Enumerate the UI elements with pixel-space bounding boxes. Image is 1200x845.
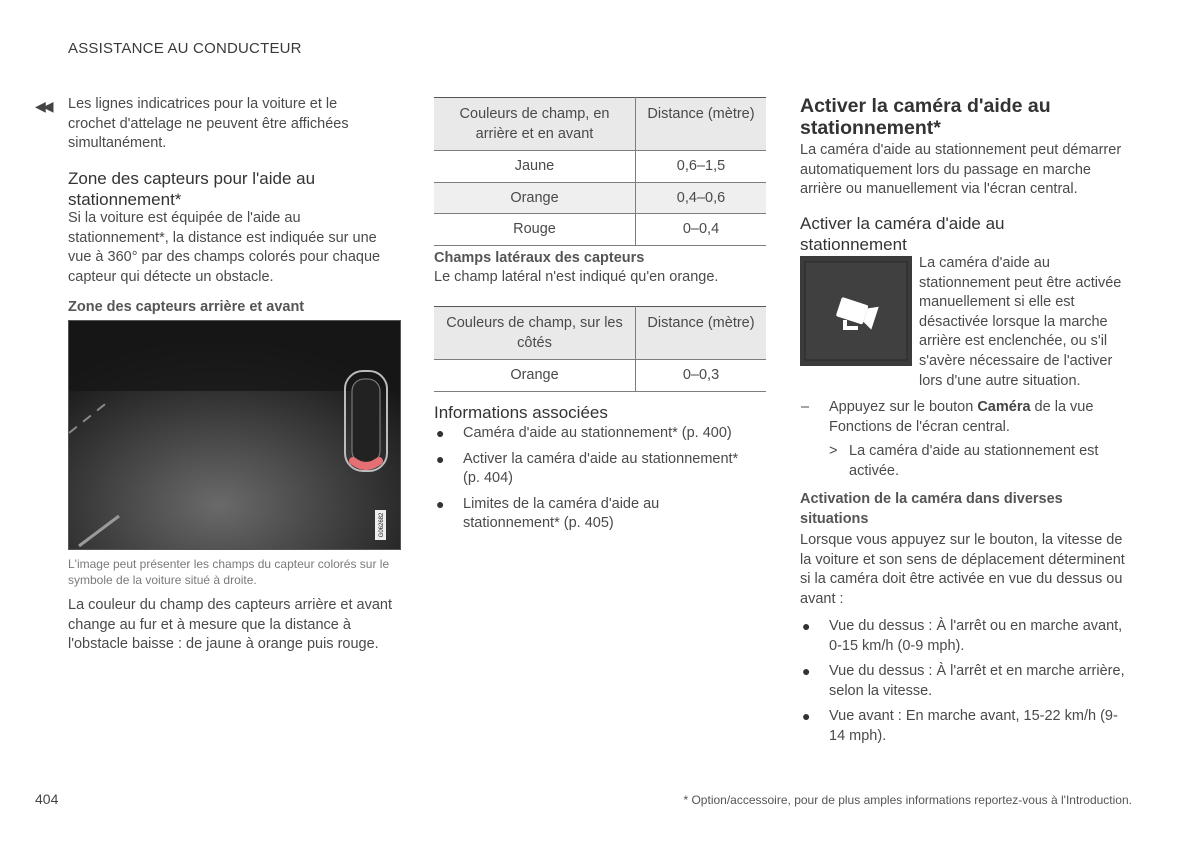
footnote: * Option/accessoire, pour de plus amples informations reportez-vous à l'Introduction. [683, 793, 1132, 807]
situations-text: Lorsque vous appuyez sur le bouton, la vitesse de la voiture et son sens de déplacement déterminent si la caméra doit être activée en vue du dessus ou avant : [800, 532, 1125, 607]
result-text: La caméra d'aide au stationnement est activée. [849, 443, 1099, 479]
table-cell-distance: 0–0,3 [636, 360, 767, 392]
related-link[interactable]: ● Caméra d'aide au stationnement* (p. 400) [434, 424, 750, 444]
table-cell-color: Orange [434, 360, 636, 392]
sub-text: La caméra d'aide au stationnement peut être activée manuellement si elle est désactivée lorsque la marche arrière est enclenchée, ou s'il s'avère nécessaire de l'activer lors d'une autre situation. [919, 255, 1122, 389]
page-header: ASSISTANCE AU CONDUCTEUR [68, 40, 302, 57]
table-header-row [434, 98, 766, 151]
side-distance-table [434, 306, 766, 392]
double-left-arrow-icon: ◀◀ [35, 98, 51, 114]
bullet-icon: ● [436, 425, 445, 441]
table-cell-distance: 0,4–0,6 [636, 182, 767, 214]
table-cell-color: Orange [434, 182, 636, 214]
bullet-icon: ● [802, 708, 811, 725]
zone-heading: Zone des capteurs pour l'aide au stationnement* [68, 169, 316, 209]
parking-scene-illustration [69, 321, 401, 550]
table-header-color: Couleurs de champ, en arrière et en avant [434, 98, 636, 151]
step-dash: – [801, 399, 810, 415]
bullet-icon: ● [802, 618, 811, 634]
result-mark: > [829, 443, 838, 459]
table-row [434, 182, 766, 214]
related-link[interactable]: ● Activer la caméra d'aide au stationnement* (p. 404) [436, 450, 739, 487]
step-text: Appuyez sur le bouton Caméra de la vue Fonctions de l'écran central. [829, 399, 1094, 435]
lateral-heading: Champs latéraux des capteurs [434, 250, 645, 266]
zone-text: Si la voiture est équipée de l'aide au stationnement*, la distance est indiquée sur une vue à 360° par des champs colorés pour chaque capteur qui détecte un obstacle. [68, 210, 381, 285]
bullet-icon: ● [802, 663, 811, 680]
front-rear-distance-table [434, 97, 766, 246]
table-row [434, 214, 766, 246]
table-row [434, 151, 766, 183]
situations-heading: Activation de la caméra dans diverses situations [800, 491, 1063, 527]
page-number: 404 [35, 791, 59, 807]
table-header-distance: Distance (mètre) [636, 307, 767, 360]
table-row [434, 360, 766, 392]
intro-text: Les lignes indicatrices pour la voiture et le crochet d'attelage ne peuvent être affichées simultanément. [68, 96, 349, 152]
main-text: La caméra d'aide au stationnement peut démarrer automatiquement lors du passage en marche arrière ou manuellement via l'écran central. [800, 142, 1122, 198]
table-cell-color: Jaune [434, 151, 636, 183]
list-item: ● Vue avant : En marche avant, 15-22 km/h (9-14 mph). [802, 708, 1118, 744]
table-header-distance: Distance (mètre) [636, 98, 767, 151]
bullet-icon: ● [436, 495, 445, 512]
camera-button-image [800, 256, 912, 366]
image-caption: L'image peut présenter les champs du capteur colorés sur le symbole de la voiture situé à droite. [68, 557, 390, 587]
list-item: ● Vue du dessus : À l'arrêt ou en marche avant, 0-15 km/h (0-9 mph). [802, 618, 1123, 654]
sub-heading: Activer la caméra d'aide au stationnement [800, 214, 1005, 254]
situations-list [800, 617, 1133, 747]
color-change-text: La couleur du champ des capteurs arrière et avant change au fur et à mesure que la distance à l'obstacle baisse : de jaune à orange puis rouge. [68, 597, 393, 653]
table-cell-distance: 0,6–1,5 [636, 151, 767, 183]
lateral-text: Le champ latéral n'est indiqué qu'en orange. [434, 269, 719, 285]
table-cell-color: Rouge [434, 214, 636, 246]
table-header-color: Couleurs de champ, sur les côtés [434, 307, 636, 360]
related-links-list [434, 424, 750, 534]
table-header-row [434, 307, 766, 360]
bullet-icon: ● [436, 450, 445, 467]
rear-front-heading: Zone des capteurs arrière et avant [68, 299, 305, 315]
related-heading: Informations associées [434, 403, 608, 422]
image-code: G062682 [379, 512, 385, 538]
camera-button-label: Caméra [977, 399, 1031, 415]
main-heading: Activer la caméra d'aide au stationnement* [800, 95, 1051, 139]
sensor-zone-image [68, 320, 401, 550]
related-link[interactable]: ● Limites de la caméra d'aide au stationnement* (p. 405) [436, 495, 660, 532]
list-item: ● Vue du dessus : À l'arrêt et en marche arrière, selon la vitesse. [802, 663, 1125, 699]
table-cell-distance: 0–0,4 [636, 214, 767, 246]
camera-icon [800, 256, 912, 366]
